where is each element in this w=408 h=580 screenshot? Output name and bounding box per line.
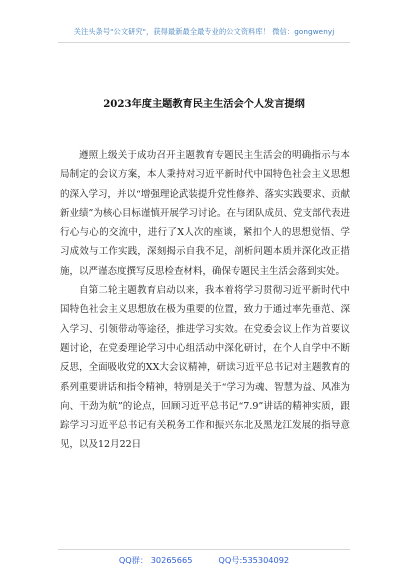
footer xyxy=(0,555,408,566)
body-paragraph: 自第二轮主题教育启动以来，我本着将学习贯彻习近平新时代中国特色社会主义思想放在极为重要的位置，致力于通过率先垂范、深入学习、引领带动等途径，推进学习实效。在党委会议上作为首要议题讨论，在党委理论学习中心组活动中深化研讨，在个人自学中不断反思，全面吸收党的XX大会议精神，研读习近平总书记对主题教育的系列重要讲话和指令精神，特别是关于“学习为魂、智慧为益、风准为向、干劲为航”的论点，回顾习近平总书记“7.9”讲话的精神实质，跟踪学习习近平总书记有关税务工作和振兴东北及黑龙江发展的指导意见，以及12月22日 xyxy=(60,285,350,451)
footer-divider xyxy=(58,549,350,550)
footer-qq-number: QQ号:535304092 xyxy=(218,555,290,565)
document-body xyxy=(60,146,350,455)
header-divider xyxy=(58,42,350,43)
document-title: 2023年度主题教育民主生活会个人发言提纲 xyxy=(103,98,305,110)
body-paragraph: 遵照上级关于成功召开主题教育专题民主生活会的明确指示与本局制定的会议方案，本人秉持对习近平新时代中国特色社会主义思想的深入学习，并以“增强理论武装提升党性修养、落实实践要求、贡献新业绩”为核心目标谨慎开展学习讨论。在与团队成员、党支部代表进行心与心的交流中，进行了X人次的座谈，紧扣个人的思想觉悟、学习成效与工作实践，深刻揭示自我不足，剖析问题本质并深化改正措施，以严谨态度撰写反思检查材料，确保专题民主生活会落到实处。 xyxy=(60,150,350,277)
header-banner: 关注头条号"公文研究"，获得最新最全最专业的公文资料库！ 微信：gongwenyj xyxy=(73,27,335,36)
footer-qq-group: QQ群： 30265665 xyxy=(118,555,193,565)
